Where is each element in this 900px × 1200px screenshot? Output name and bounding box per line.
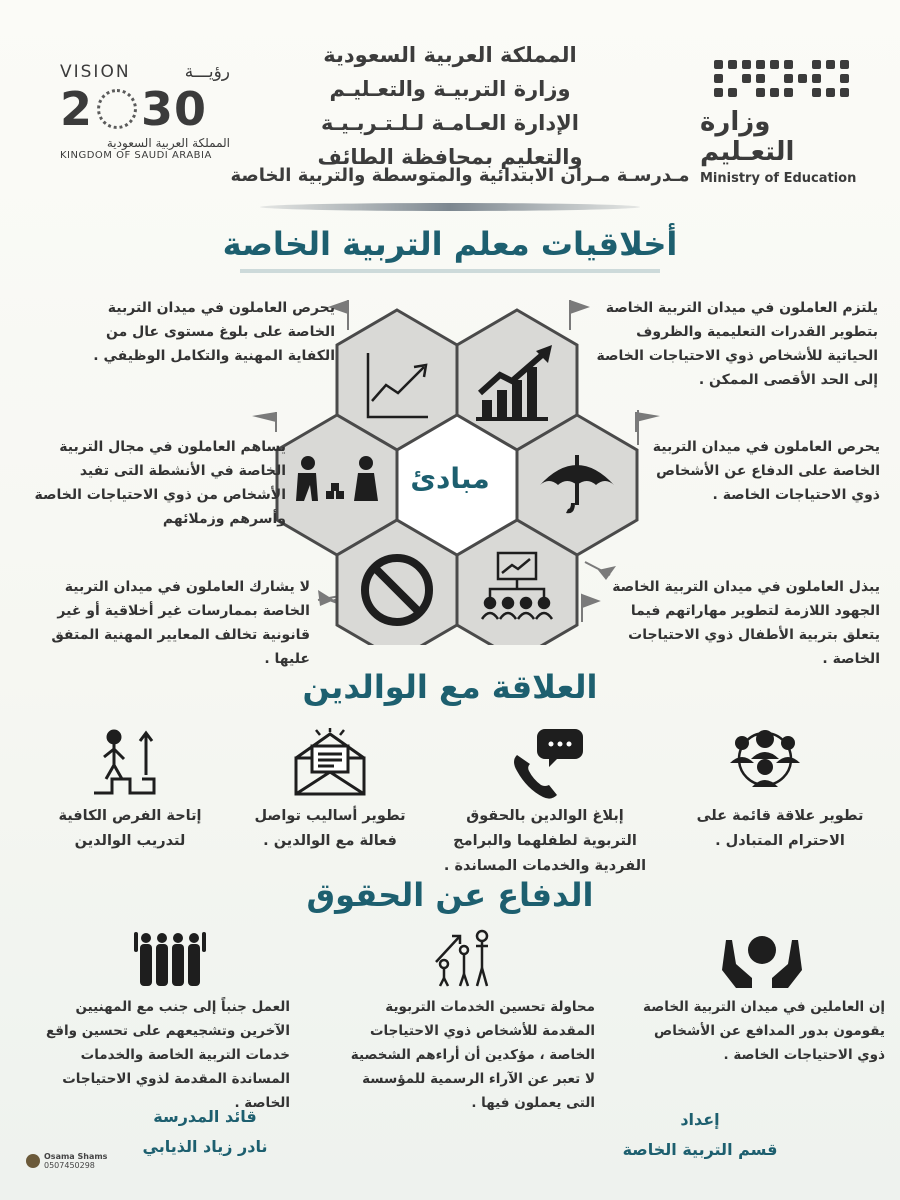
principle-text-6: لا يشارك العاملون في ميدان التربية الخاصة بممارسات غير أخلاقية أو غير قانونية تخالف المعايير المهنية المتفق عليها . [51,579,310,667]
parents-section-title: العلاقة مع الوالدين [302,668,598,706]
principle-text-3: يحرص العاملون في ميدان التربية الخاصة على الدفاع عن الأشخاص ذوي الاحتياجات الخاصة . [652,439,880,503]
phone-chat-icon [505,725,585,800]
parents-text-2: إبلاغ الوالدين بالحقوق التربوية لطفلهما والبرامج الفردية والخدمات المساندة . [443,808,647,874]
vision-word-en: VISION [60,62,131,82]
header-line: الإدارة العـامـة لـلـتـربـيـة [320,111,579,135]
climbing-steps-icon [90,725,170,800]
principal-block [110,1102,300,1162]
parents-text-1: تطوير علاقة قائمة على الاحترام المتبادل . [696,808,864,849]
ministry-name-ar: وزارة التعـليم [700,107,795,167]
rights-text-2: محاولة تحسين الخدمات التربوية المقدمة للأشخاص ذوي الاحتياجات الخاصة ، مؤكدين أن أراءهم الشخصية لا تعبر عن الآراء الرسمية للمؤسسة التى يعملون فيها . [350,999,595,1111]
credit-phone: 0507450298 [44,1161,95,1170]
principal-label: قائد المدرسة [153,1107,257,1126]
rights-text-1: إن العاملين في ميدان التربية الخاصة يقومون بدور المدافع عن الأشخاص ذوي الاحتياجات الخاصة . [643,999,885,1063]
prepared-label: إعداد [680,1110,720,1129]
hands-care-icon [722,930,802,990]
principle-text-2: يحرص العاملون في ميدان التربية الخاصة على بلوغ مستوى عال من الكفاية المهنية والتكامل الوظيفي . [93,300,335,364]
people-group-icon [720,725,810,795]
rights-text-3: العمل جنباً إلى جنب مع المهنيين الآخرين وتشجيعهم على تحسين واقع خدمات التربية الخاصة والخدمات المساندة المقدمة لذوي الاحتياجات الخاصة . [45,999,290,1111]
prepared-by-block [600,1105,800,1165]
team-arms-up-icon [132,928,212,990]
school-name: مـدرسـة مـران الابتدائية والمتوسطة والتربية الخاصة [230,165,690,186]
designer-credit [26,1152,107,1170]
envelope-icon [290,728,370,798]
credit-name: Osama Shams [44,1152,108,1161]
principle-text-1: يلتزم العاملون في ميدان التربية الخاصة بتطوير القدرات التعليمية والظروف الحياتية للأشخاص ذوي الاحتياجات الخاصة إلى الحد الأقصى الممكن . [596,300,878,388]
kingdom-name-en: KINGDOM OF SAUDI ARABIA [60,150,212,161]
vision-word-ar: رؤيـــة [184,62,230,82]
prepared-by: قسم التربية الخاصة [622,1140,778,1159]
header-line: المملكة العربية السعودية [323,43,577,67]
family-growth-icon [430,928,500,990]
principal-name: نادر زياد الذيابي [142,1137,268,1156]
page-title: أخلاقيات معلم التربية الخاصة [222,225,678,263]
principle-text-5: يبذل العاملون في ميدان التربية الخاصة الجهود اللازمة لتطوير مهاراتهم فيما يتعلق بتربية الأطفال ذوي الاحتياجات الخاصة . [612,579,880,667]
vision-year-left: 2 [60,82,94,136]
rights-section-title: الدفاع عن الحقوق [306,876,594,914]
parents-text-4: إتاحة الفرص الكافية لتدريب الوالدين [58,808,202,849]
header-line: وزارة التربيـة والتعـليـم [329,77,571,101]
designer-logo-icon [26,1154,40,1168]
kingdom-name-ar: المملكة العربية السعودية [106,136,230,150]
header-line: والتعليم بمحافظة الطائف [317,145,583,169]
ministry-name-en: Ministry of Education [700,171,857,186]
principle-text-4: يساهم العاملون في مجال التربية الخاصة في الأنشطة التى تفيد الأشخاص من ذوي الاحتياجات الخاصة وأسرهم وزملائهم [34,439,286,527]
vision-year-right: 30 [141,82,208,136]
parents-text-3: تطوير أساليب تواصل فعالة مع الوالدين . [254,808,406,849]
principles-center-label: مبادئ [410,462,490,495]
